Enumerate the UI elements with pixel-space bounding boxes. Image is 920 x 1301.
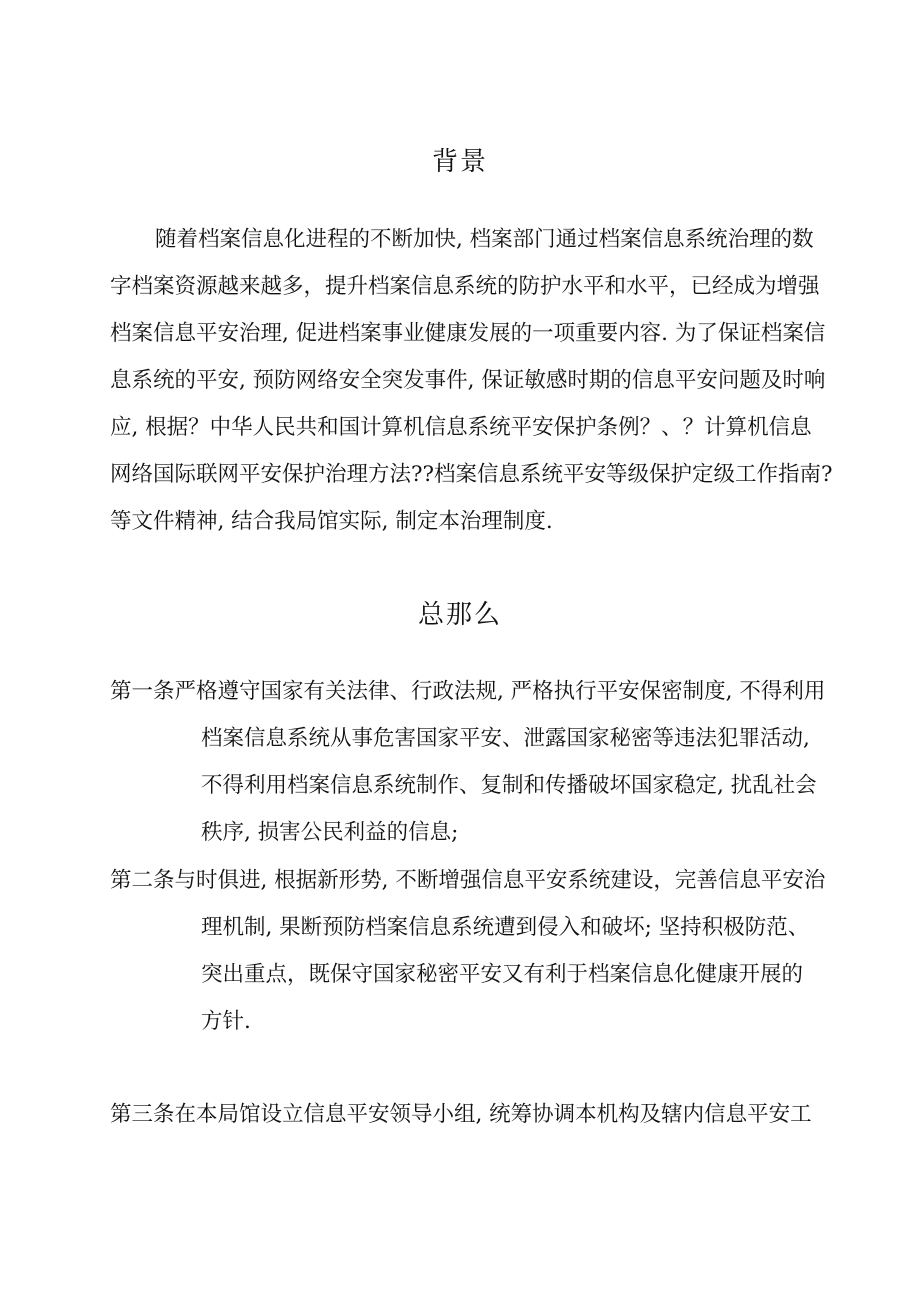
background-line-1: 随着档案信息化进程的不断加快, 档案部门通过档案信息系统治理的数 [155, 227, 814, 252]
section-heading-general: 总那么 [417, 600, 502, 630]
background-line-2: 字档案资源越来越多，提升档案信息系统的防护水平和水平，已经成为增强 [110, 274, 820, 299]
article-1-line-2: 档案信息系统从事危害国家平安、泄露国家秘密等违法犯罪活动, [201, 726, 810, 751]
article-2-line-3: 突出重点，既保守国家秘密平安又有利于档案信息化健康开展的 [201, 962, 804, 987]
article-1-line-3: 不得利用档案信息系统制作、复制和传播破坏国家稳定, 扰乱社会 [201, 773, 817, 798]
article-1-line-4: 秩序, 损害公民利益的信息; [201, 820, 459, 845]
background-line-4: 息系统的平安, 预防网络安全突发事件, 保证敏感时期的信息平安问题及时响 [110, 368, 826, 393]
background-line-3: 档案信息平安治理, 促进档案事业健康发展的一项重要内容. 为了保证档案信 [110, 321, 826, 346]
section-heading-background: 背景 [431, 147, 488, 177]
background-line-5: 应, 根据？中华人民共和国计算机信息系统平安保护条例？、？计算机信息 [110, 415, 812, 440]
article-2-line-2: 理机制, 果断预防档案信息系统遭到侵入和破坏; 坚持积极防范、 [201, 915, 810, 940]
background-line-7: 等文件精神, 结合我局馆实际, 制定本治理制度. [110, 509, 553, 534]
article-3-first-line: 第三条在本局馆设立信息平安领导小组, 统筹协调本机构及辖内信息平安工 [110, 1102, 812, 1127]
article-2-first-line: 第二条与时俱进, 根据新形势, 不断增强信息平安系统建设，完善信息平安治 [110, 868, 826, 893]
background-line-6: 网络国际联网平安保护治理方法??档案信息系统平安等级保护定级工作指南? [110, 462, 833, 487]
article-2-line-4: 方针. [201, 1009, 251, 1034]
article-1-first-line: 第一条严格遵守国家有关法律、行政法规, 严格执行平安保密制度, 不得利用 [110, 679, 826, 704]
